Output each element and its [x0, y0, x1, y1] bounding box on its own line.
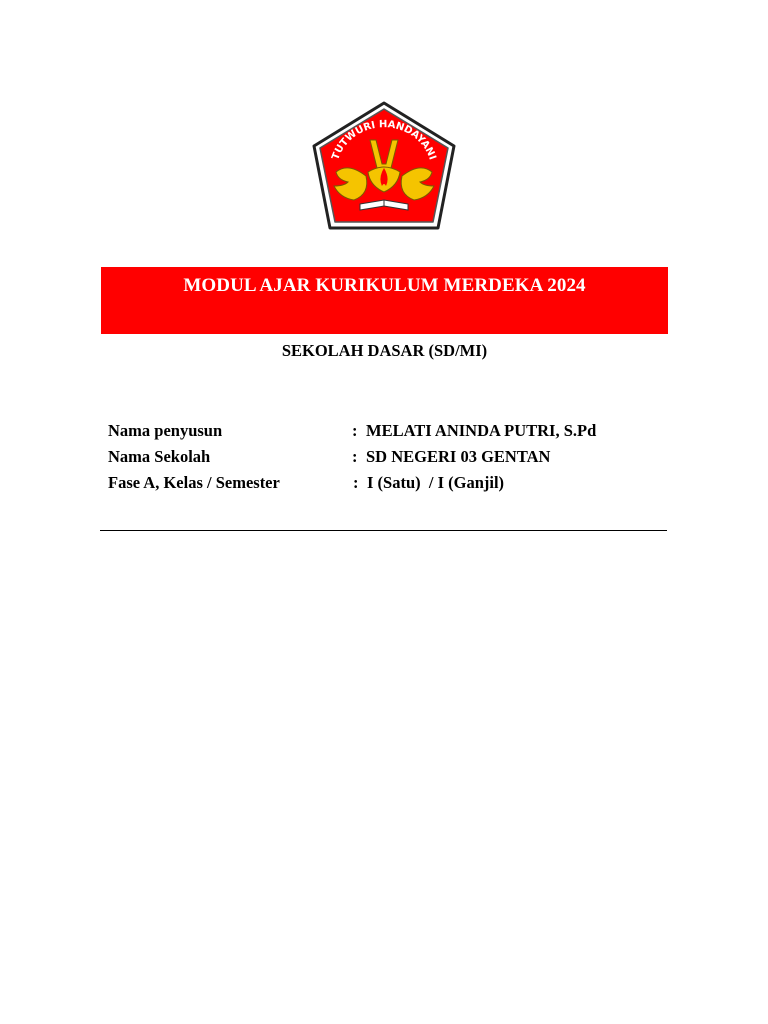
tut-wuri-handayani-logo [308, 100, 460, 238]
info-label: Nama penyusun [108, 421, 223, 440]
logo-motto: TUTWURI HANDAYANI [330, 119, 438, 162]
info-value: I (Satu) / I (Ganjil) [367, 473, 505, 492]
info-row-phase [108, 473, 668, 499]
logo-emblem-icon [308, 100, 460, 238]
info-separator: : [352, 447, 358, 466]
info-row-school [108, 447, 668, 473]
info-label: Nama Sekolah [108, 447, 211, 466]
document-title: MODUL AJAR KURIKULUM MERDEKA 2024 [183, 275, 586, 296]
info-separator: : [352, 421, 358, 440]
horizontal-divider [100, 530, 667, 531]
info-row-author [108, 421, 668, 447]
info-value: SD NEGERI 03 GENTAN [366, 447, 551, 466]
info-separator: : [353, 473, 359, 492]
info-label: Fase A, Kelas / Semester [108, 473, 280, 492]
document-subtitle: SEKOLAH DASAR (SD/MI) [281, 341, 488, 360]
info-table [108, 421, 668, 499]
title-banner [101, 267, 668, 334]
info-value: MELATI ANINDA PUTRI, S.Pd [366, 421, 597, 440]
